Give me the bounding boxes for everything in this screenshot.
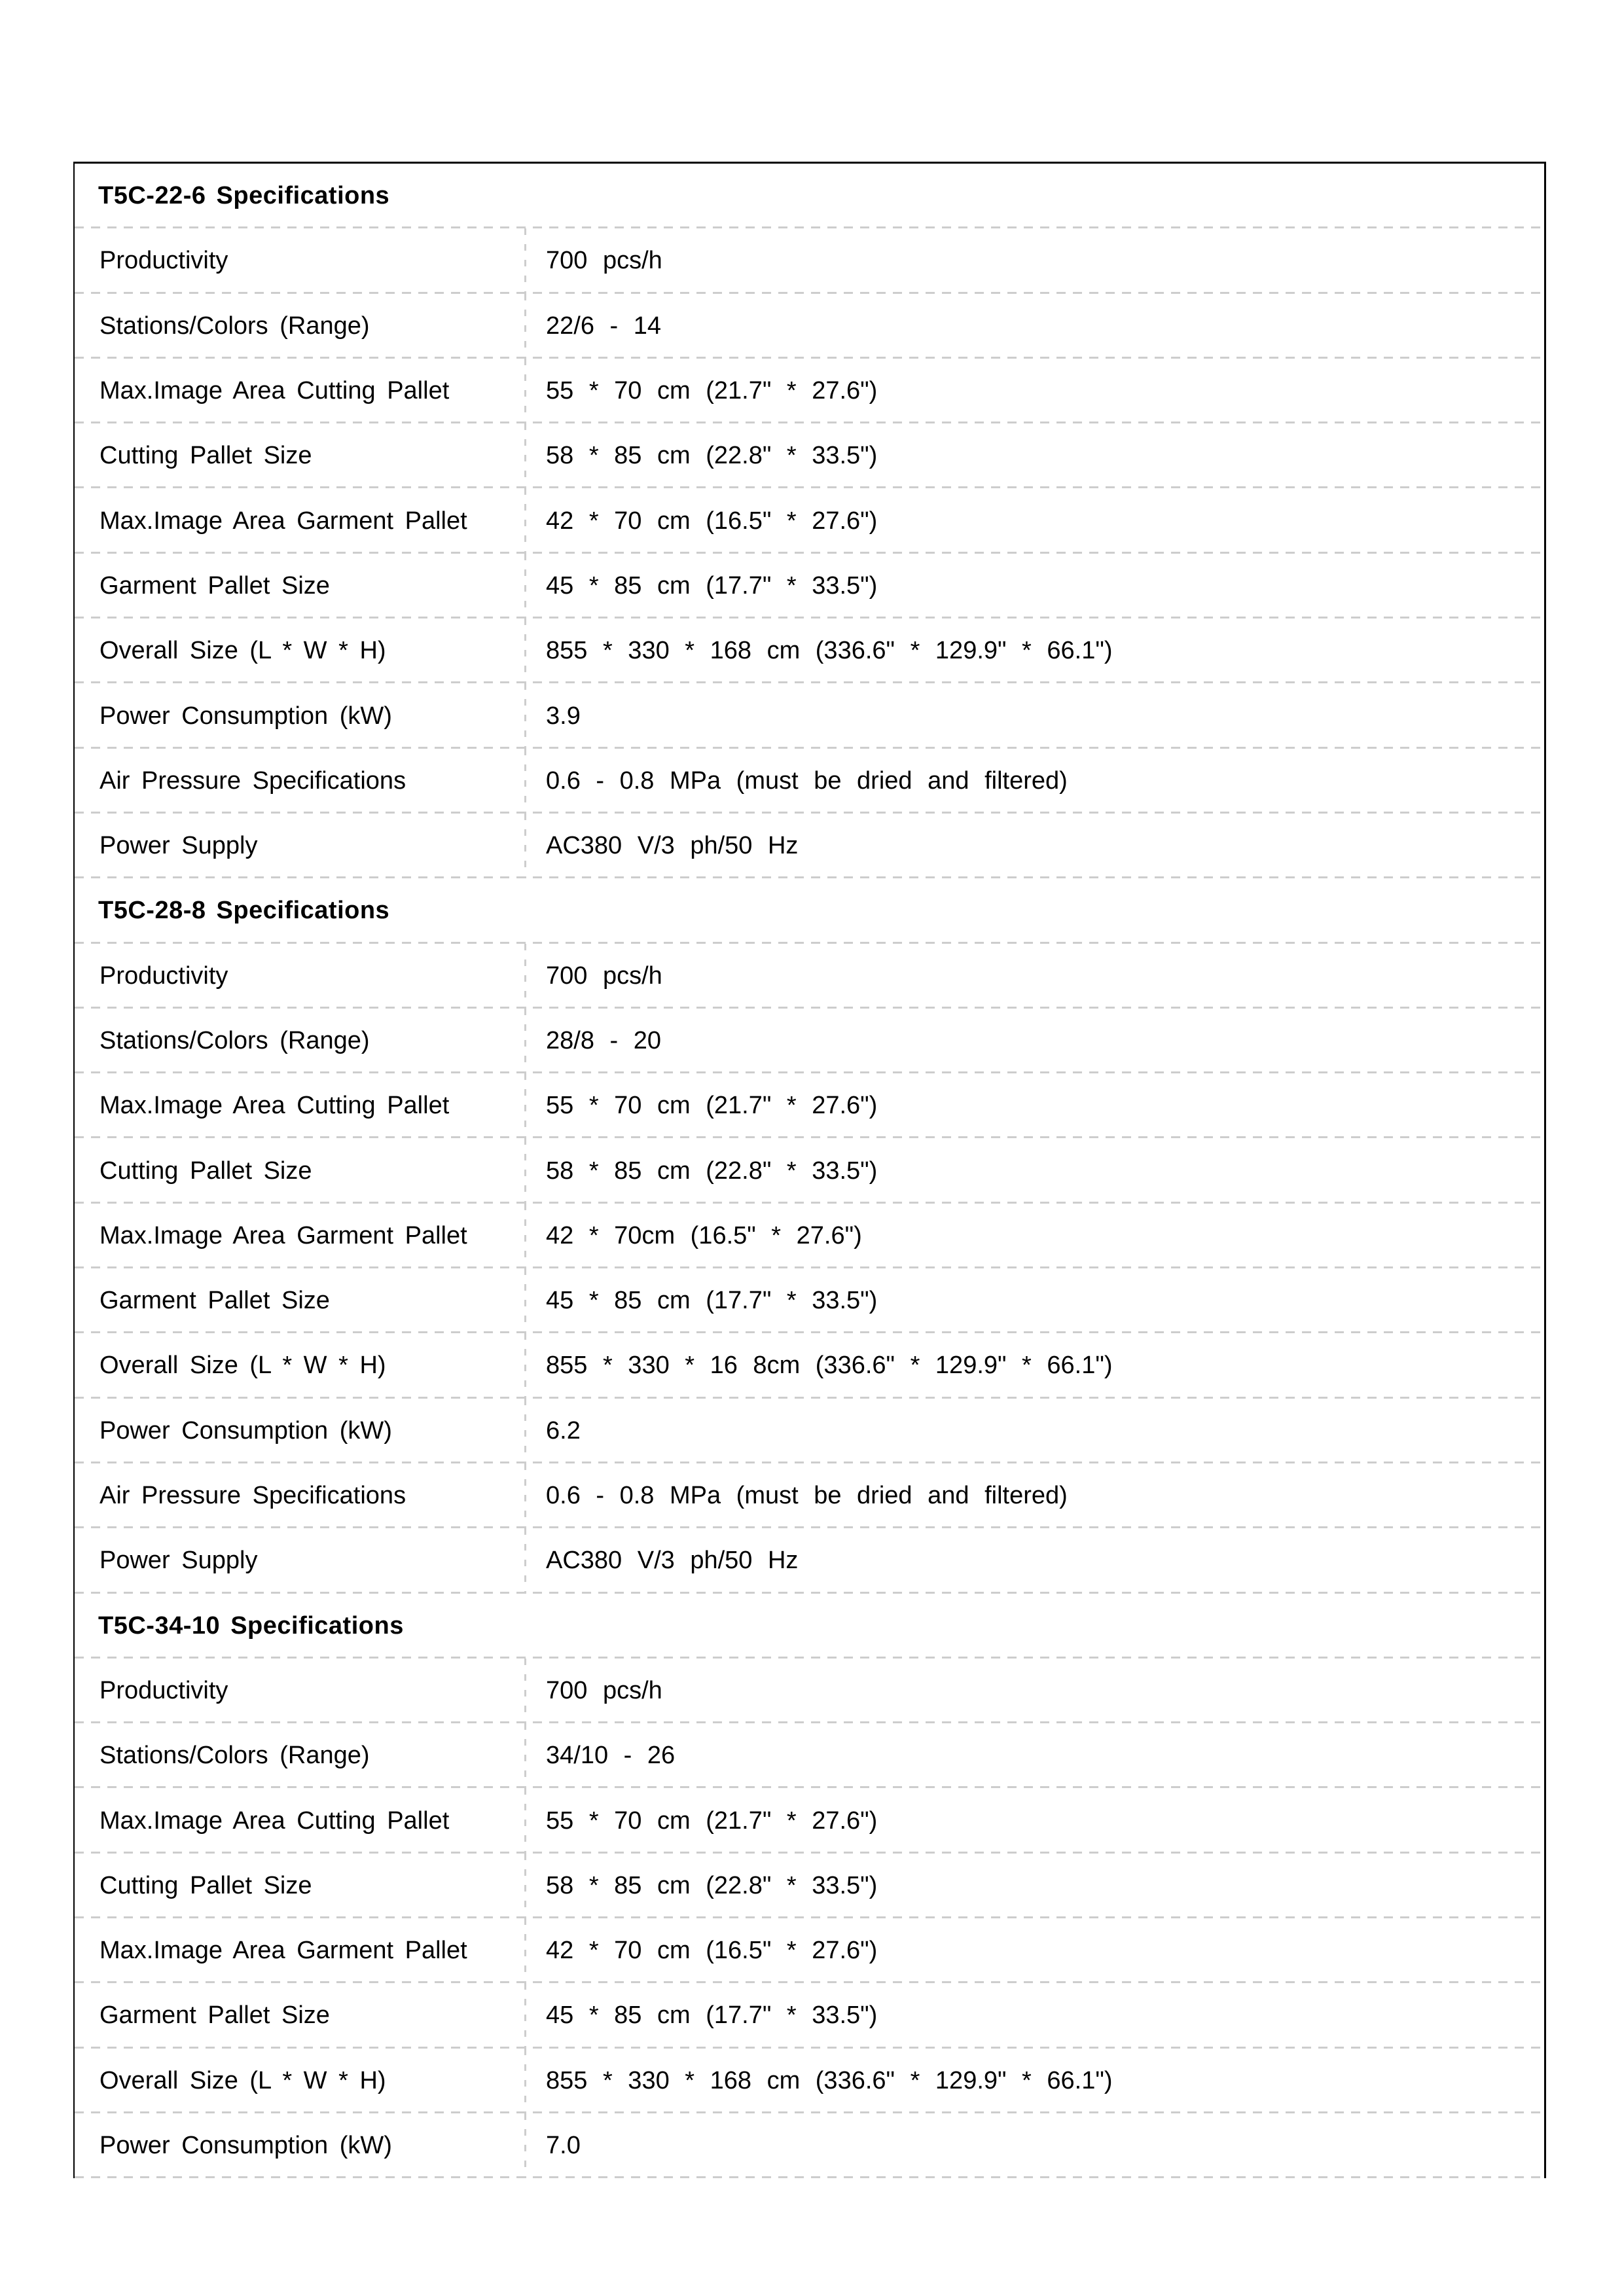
spec-label: Overall Size (L * W * H) [99,637,386,665]
spec-label: Cutting Pallet Size [99,442,312,470]
spec-value: 28/8 - 20 [524,1009,1544,1073]
spec-label: Productivity [99,1676,228,1704]
section-title: T5C-22-6 Specifications [98,182,390,210]
spec-value: 855 * 330 * 16 8cm (336.6" * 129.9" * 66.1") [524,1333,1544,1398]
spec-label: Overall Size (L * W * H) [99,1352,386,1380]
spec-label: Max.Image Area Cutting Pallet [99,377,450,405]
spec-value: 0.6 - 0.8 MPa (must be dried and filtered) [524,749,1544,814]
spec-row [75,294,1544,359]
spec-label: Overall Size (L * W * H) [99,2066,386,2094]
spec-value: 700 pcs/h [524,228,1544,293]
spec-value: 6.2 [524,1399,1544,1463]
spec-value: 7.0 [524,2113,1544,2178]
spec-row [75,1528,1544,1593]
spec-row [75,814,1544,878]
spec-label: Stations/Colors (Range) [99,1027,370,1054]
spec-value: 42 * 70 cm (16.5" * 27.6") [524,488,1544,553]
spec-label: Power Supply [99,1547,258,1575]
spec-row [75,683,1544,748]
spec-row [75,228,1544,293]
spec-row [75,423,1544,488]
spec-label: Max.Image Area Garment Pallet [99,1937,467,1965]
spec-label: Max.Image Area Cutting Pallet [99,1092,450,1120]
spec-value: AC380 V/3 ph/50 Hz [524,1528,1544,1593]
spec-row [75,1073,1544,1138]
spec-row [75,1333,1544,1398]
spec-label: Power Supply [99,832,258,860]
spec-value: 22/6 - 14 [524,294,1544,359]
spec-row [75,1204,1544,1268]
spec-row [75,488,1544,553]
spec-label: Power Consumption (kW) [99,2132,392,2160]
spec-value: 58 * 85 cm (22.8" * 33.5") [524,1854,1544,1918]
spec-value: 0.6 - 0.8 MPa (must be dried and filtered) [524,1463,1544,1528]
spec-value: 855 * 330 * 168 cm (336.6" * 129.9" * 66.1") [524,619,1544,683]
section-header-row [75,164,1544,228]
spec-row [75,749,1544,814]
spec-label: Max.Image Area Garment Pallet [99,507,467,535]
spec-row [75,1918,1544,1983]
spec-label: Max.Image Area Cutting Pallet [99,1806,450,1835]
spec-label: Power Consumption (kW) [99,702,392,730]
spec-row [75,1463,1544,1528]
spec-row [75,1268,1544,1333]
section-header-row [75,1594,1544,1659]
spec-row [75,1399,1544,1463]
spec-value: 3.9 [524,683,1544,748]
spec-row [75,1138,1544,1203]
spec-row [75,1983,1544,2048]
spec-value: 34/10 - 26 [524,1723,1544,1788]
spec-value: 58 * 85 cm (22.8" * 33.5") [524,1138,1544,1203]
spec-row [75,554,1544,619]
section-header-row [75,878,1544,943]
spec-value: 42 * 70 cm (16.5" * 27.6") [524,1918,1544,1983]
spec-value: 55 * 70 cm (21.7" * 27.6") [524,359,1544,423]
spec-row [75,1723,1544,1788]
spec-label: Air Pressure Specifications [99,766,406,795]
spec-value: 700 pcs/h [524,944,1544,1009]
spec-label: Stations/Colors (Range) [99,312,370,340]
spec-label: Cutting Pallet Size [99,1157,312,1185]
spec-row [75,2113,1544,2178]
spec-label: Air Pressure Specifications [99,1482,406,1510]
spec-row [75,944,1544,1009]
spec-label: Garment Pallet Size [99,571,330,600]
spec-row [75,1009,1544,1073]
spec-row [75,1854,1544,1918]
spec-value: 55 * 70 cm (21.7" * 27.6") [524,1788,1544,1853]
spec-row [75,1659,1544,1723]
spec-value: 45 * 85 cm (17.7" * 33.5") [524,1268,1544,1333]
spec-value: 45 * 85 cm (17.7" * 33.5") [524,554,1544,619]
spec-value: AC380 V/3 ph/50 Hz [524,814,1544,878]
spec-row [75,2049,1544,2113]
spec-label: Stations/Colors (Range) [99,1742,370,1770]
spec-row [75,359,1544,423]
section-title: T5C-34-10 Specifications [98,1611,404,1640]
spec-value: 55 * 70 cm (21.7" * 27.6") [524,1073,1544,1138]
spec-label: Garment Pallet Size [99,1287,330,1315]
specifications-table [73,162,1546,2178]
spec-label: Max.Image Area Garment Pallet [99,1221,467,1249]
spec-label: Productivity [99,961,228,990]
spec-value: 855 * 330 * 168 cm (336.6" * 129.9" * 66.1") [524,2049,1544,2113]
spec-value: 58 * 85 cm (22.8" * 33.5") [524,423,1544,488]
spec-label: Productivity [99,247,228,275]
spec-value: 700 pcs/h [524,1659,1544,1723]
section-title: T5C-28-8 Specifications [98,897,390,925]
spec-label: Garment Pallet Size [99,2001,330,2030]
spec-label: Cutting Pallet Size [99,1871,312,1899]
spec-label: Power Consumption (kW) [99,1416,392,1444]
spec-row [75,619,1544,683]
spec-value: 45 * 85 cm (17.7" * 33.5") [524,1983,1544,2048]
spec-value: 42 * 70cm (16.5" * 27.6") [524,1204,1544,1268]
spec-row [75,1788,1544,1853]
